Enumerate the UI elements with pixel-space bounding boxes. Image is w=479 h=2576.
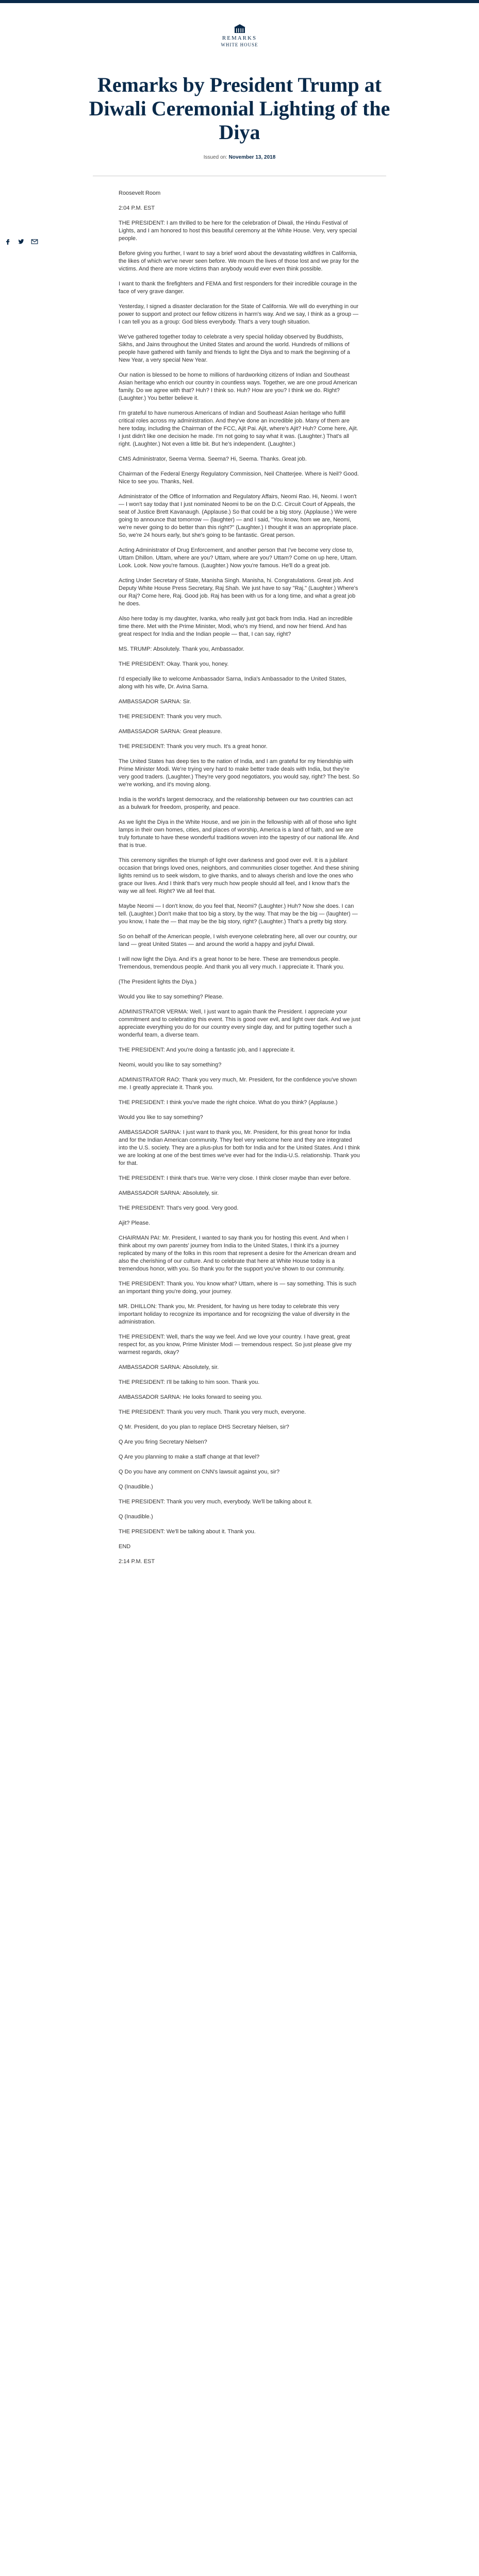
paragraph: Q Are you firing Secretary Nielsen? [119,1439,207,1445]
paragraph: THE PRESIDENT: I'll be talking to him soon. Thank you. [119,1379,260,1385]
paragraph: Neomi, would you like to say something? [119,1062,222,1068]
paragraph: Q (Inaudible.) [119,1514,153,1520]
white-house-logo-icon[interactable] [234,24,246,34]
paragraph: THE PRESIDENT: Thank you very much, everybody. We'll be talking about it. [119,1499,312,1505]
paragraph: AMBASSADOR SARNA: Absolutely, sir. [119,1190,219,1196]
paragraph: Ajit? Please. [119,1220,151,1226]
issued-label: Issued on: [203,155,227,160]
paragraph: As we light the Diya in the White House, and we join in the fellowship with all of those who light lamps in their own homes, cities, and places of worship, America is a land of faith, and we are truly fortunate to have these wonderful traditions woven into the tapestry of our national life. And that is true. [119,819,359,849]
paragraph: THE PRESIDENT: Thank you. You know what? Uttam, where is — say something. This is such an important thing you're doing, your journey. [119,1281,357,1295]
paragraph: I'd especially like to welcome Ambassador Sarna, India's Ambassador to the United States, along with his wife, Dr. Avina Sarna. [119,676,346,690]
paragraph: AMBASSADOR SARNA: Absolutely, sir. [119,1364,219,1370]
issued-date: November 13, 2018 [228,155,276,160]
share-bar [4,238,38,245]
paragraph: THE PRESIDENT: Thank you very much. It's a great honor. [119,743,268,750]
site-section: WHITE HOUSE [221,42,258,47]
paragraph: Before giving you further, I want to say a brief word about the devastating wildfires in California, the likes of which we've never seen before. We mourn the lives of those lost and we pray for the victims. And there are more victims than anybody would ever even think possible. [119,250,359,272]
paragraph: Yesterday, I signed a disaster declaration for the State of California. We will do everything in our power to support and protect our fellow citizens in harm's way. And we say, I think as a group — I can tell you as a group: God bless everybody. That's a very tough situation. [119,303,359,325]
paragraph: Maybe Neomi — I don't know, do you feel that, Neomi? (Laughter.) Huh? Now she does. I can tell. (Laughter.) Don't make that too big a story, by the way. That may be the big — (laughter) — you know, I hate the — that may be the big story, right? (Laughter.) That's a pretty big story. [119,903,358,925]
paragraph: Acting Under Secretary of State, Manisha Singh. Manisha, hi. Congratulations. Great job. And Deputy White House Press Secretary, Raj Shah. We just have to say "Raj." (Laughter.) Where's our Raj? Come here, Raj. Good job. Raj has been with us for a long time, and what a great job he does. [119,578,358,607]
paragraph: THE PRESIDENT: Well, that's the way we feel. And we love your country. I have great, great respect for, as you know, Prime Minister Modi — tremendous respect. So just please give my warmest regards, okay? [119,1334,352,1355]
paragraph: Administrator of the Office of Information and Regulatory Affairs, Neomi Rao. Hi, Neomi. I won't — I won't say today that I just nominated Neomi to be on the D.C. Circuit Court of Appeals, the seat of Justice Brett Kavanaugh. (Applause.) So that could be a big story. (Applause.) We were going to announce that tomorrow — (laughter) — and I said, "You know, hom we are, Neomi, we're never going to do better than this right?" (Laughter.) I thought it was an appropriate place. So, we're 24 hours early, but she's going to be fantastic. Great person. [119,494,358,538]
site-header [0,3,479,47]
paragraph: CHAIRMAN PAI: Mr. President, I wanted to say thank you for hosting this event. And when I think about my own parents' journey from India to the United States, I think it's a journey replicated by many of the folks in this room that represent a desire for the American dream and also the cherishing of our culture. And to celebrate that here at White House today is a tremendous honor, with you. So thank you for the support you've shown to our community. [119,1235,356,1272]
paragraph: Would you like to say something? Please. [119,994,224,1000]
email-icon[interactable] [31,238,38,245]
paragraph: Also here today is my daughter, Ivanka, who really just got back from India. Had an incredible time there. Met with the Prime Minister, Modi, who's my friend, and now her friend. And has great respect for India and the Indian people — that, I can say, right? [119,616,353,637]
paragraph: THE PRESIDENT: Okay. Thank you, honey. [119,661,229,667]
paragraph: CMS Administrator, Seema Verma. Seema? Hi, Seema. Thanks. Great job. [119,456,307,462]
paragraph: Would you like to say something? [119,1114,203,1121]
paragraph: THE PRESIDENT: We'll be talking about it. Thank you. [119,1529,256,1535]
paragraph: MR. DHILLON: Thank you, Mr. President, for having us here today to celebrate this very important holiday to recognize its importance and for recognizing the value of diversity in the administration. [119,1303,350,1325]
paragraph: THE PRESIDENT: Thank you very much. [119,714,222,720]
paragraph: We've gathered together today to celebrate a very special holiday observed by Buddhists, Sikhs, and Jains throughout the United States and around the world. Hundreds of millions of people have gathered with family and friends to light the Diya and to mark the beginning of a New Year, a very special New Year. [119,334,350,363]
paragraph: 2:04 P.M. EST [119,205,155,211]
paragraph: Chairman of the Federal Energy Regulatory Commission, Neil Chatterjee. Where is Neil? Good. Nice to see you. Thanks, Neil. [119,471,359,485]
site-name[interactable]: REMARKS [222,35,257,41]
paragraph: So on behalf of the American people, I wish everyone celebrating here, all over our country, our land — great United States — and around the world a happy and joyful Diwali. [119,934,357,947]
paragraph: AMBASSADOR SARNA: Great pleasure. [119,728,222,735]
paragraph: (The President lights the Diya.) [119,979,197,985]
paragraph: THE PRESIDENT: That's very good. Very good. [119,1205,239,1211]
paragraph: THE PRESIDENT: And you're doing a fantastic job, and I appreciate it. [119,1047,295,1053]
paragraph: Our nation is blessed to be home to millions of hardworking citizens of Indian and Southeast Asian heritage who enrich our country in countless ways. Together, we are one proud American family. Do we agree with that? Huh? I think so. Huh? How are you? I think we do. Right? (Laughter.) You better believe it. [119,372,357,401]
paragraph: India is the world's largest democracy, and the relationship between our two countries can act as a bulwark for freedom, prosperity, and peace. [119,796,353,810]
paragraph: THE PRESIDENT: I think you've made the right choice. What do you think? (Applause.) [119,1099,338,1106]
paragraph: AMBASSADOR SARNA: He looks forward to seeing you. [119,1394,262,1400]
paragraph: AMBASSADOR SARNA: I just want to thank you, Mr. President, for this great honor for India and for the Indian American community. They feel very welcome here and they are integrated into the U.S. society. They are a plus-plus for both for India and for the United States. And I think we are looking at one of the best times we've ever had for the India-U.S. relationship. Thank you for that. [119,1129,360,1166]
article-body [119,190,360,1566]
page-title: Remarks by President Trump at Diwali Ceremonial Lighting of the Diya [89,73,390,144]
paragraph: THE PRESIDENT: I think that's true. We're very close. I think closer maybe than ever before. [119,1175,351,1181]
paragraph: AMBASSADOR SARNA: Sir. [119,699,191,705]
paragraph: Q (Inaudible.) [119,1484,153,1490]
paragraph: Q Are you planning to make a staff change at that level? [119,1454,260,1460]
paragraph: Acting Administrator of Drug Enforcement, and another person that I've become very close to, Uttam Dhillon. Uttam, where are you? Uttam, where are you? Uttam? Come on up here, Uttam. Look. Look. Now you're famous. (Laughter.) Now you're famous. He'll do a great job. [119,547,357,569]
facebook-icon[interactable] [4,238,11,245]
paragraph: This ceremony signifies the triumph of light over darkness and good over evil. It is a jubilant occasion that brings loved ones, neighbors, and communities closer together. And these shining lights remind us to seek wisdom, to give thanks, and to always cherish and love the ones who grace our lives. And I think that's very much how people should all feel, and I know that's the way we all feel. Right? We all feel that. [119,857,359,894]
paragraph: Q Mr. President, do you plan to replace DHS Secretary Nielsen, sir? [119,1424,289,1430]
paragraph: THE PRESIDENT: I am thrilled to be here for the celebration of Diwali, the Hindu Festival of Lights, and I am honored to host this beautiful ceremony at the White House. Very, very special people. [119,220,357,242]
twitter-icon[interactable] [18,238,25,245]
paragraph: Q Do you have any comment on CNN's lawsuit against you, sir? [119,1469,280,1475]
paragraph: I want to thank the firefighters and FEMA and first responders for their incredible courage in the face of very grave danger. [119,281,357,295]
paragraph: 2:14 P.M. EST [119,1558,155,1565]
paragraph: I will now light the Diya. And it's a great honor to be here. These are tremendous people. Tremendous, tremendous people. And thank you all very much. I appreciate it. Thank you. [119,956,344,970]
paragraph: I'm grateful to have numerous Americans of Indian and Southeast Asian heritage who fulfill critical roles across my administration. And they've done an incredible job. Many of them are here today, including the Chairman of the FCC, Ajit Pai. Ajit, where's Ajit? Huh? Come here, Ajit. I just didn't like one decision he made. I'm not going to say what it was. (Laughter.) That's all right. (Laughter.) Not even a little bit. But he's independent. (Laughter.) [119,410,358,447]
article-meta [0,155,479,160]
paragraph: END [119,1544,131,1550]
paragraph: Roosevelt Room [119,190,161,196]
paragraph: The United States has deep ties to the nation of India, and I am grateful for my friendship with Prime Minister Modi. We're trying very hard to make better trade deals with India, but they're very good traders. (Laughter.) They're very good negotiators, you would say, right? The best. So we're working, and it's moving along. [119,758,359,788]
paragraph: ADMINISTRATOR VERMA: Well, I just want to again thank the President. I appreciate your commitment and to celebrating this event. This is good over evil, and light over dark. And we just appreciate everything you do for our country every single day, and for putting together such a wonderful team, a diverse team. [119,1009,360,1038]
paragraph: MS. TRUMP: Absolutely. Thank you, Ambassador. [119,646,244,652]
paragraph: THE PRESIDENT: Thank you very much. Thank you very much, everyone. [119,1409,306,1415]
paragraph: ADMINISTRATOR RAO: Thank you very much, Mr. President, for the confidence you've shown me. I greatly appreciate it. Thank you. [119,1077,357,1091]
